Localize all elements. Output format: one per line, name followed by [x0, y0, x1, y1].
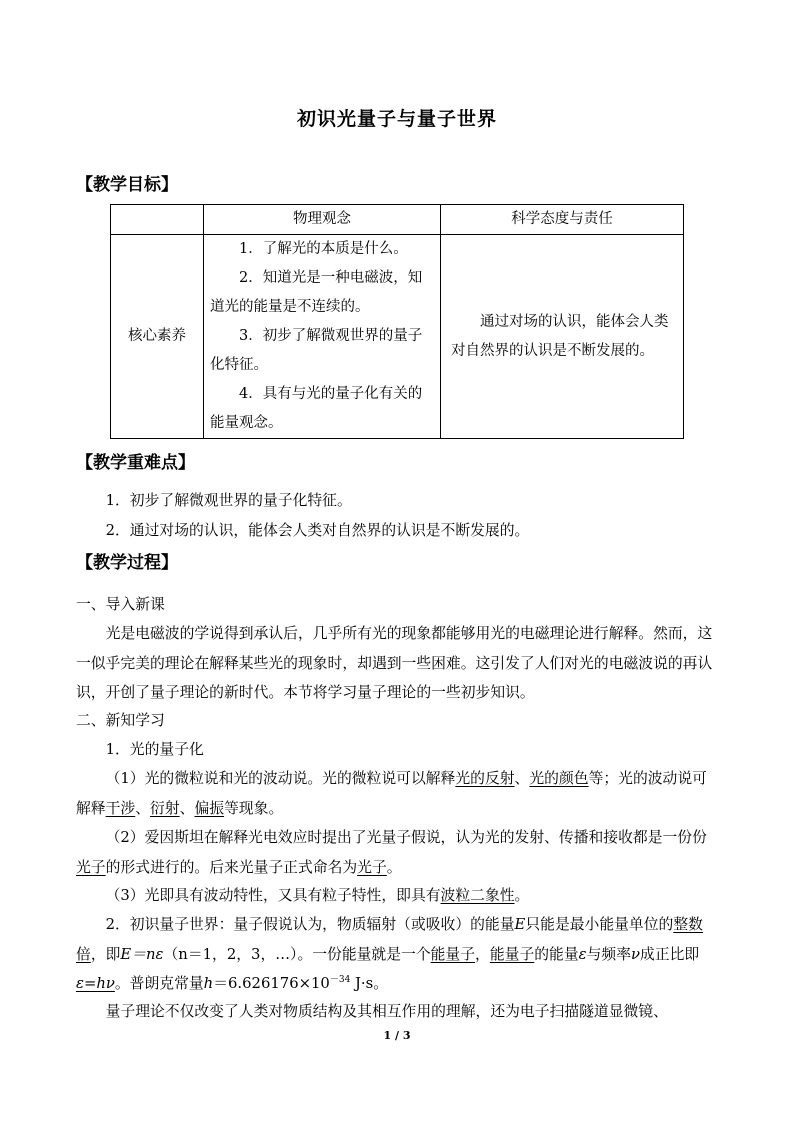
objectives-table	[110, 204, 684, 439]
section-key-points: 【教学重难点】	[76, 453, 195, 473]
paragraph-quantum-world	[76, 910, 720, 999]
paragraph-einstein	[76, 823, 720, 882]
text: 。	[514, 887, 530, 904]
physics-concepts-cell	[204, 235, 441, 439]
text: ，即	[90, 945, 121, 963]
text: 、	[135, 799, 151, 817]
concept-item: 2．知道光是一种电磁波，知道光的能量是不连续的。	[210, 270, 423, 315]
part2-heading: 二、新知学习	[76, 712, 165, 729]
answer-blank: 能量子	[430, 945, 476, 963]
answer-blank: 波粒二象性	[440, 887, 515, 904]
concept-item: 1．了解光的本质是什么。	[239, 241, 408, 257]
page-title: 初识光量子与量子世界	[296, 108, 497, 130]
paragraph-particle-wave	[76, 764, 720, 823]
text: ＝6.626176×10	[213, 975, 330, 992]
answer-blank: 能量子	[489, 945, 535, 963]
text: 。	[386, 858, 402, 876]
text: 。普朗克常量	[114, 975, 204, 992]
text: 等现象。	[224, 799, 284, 817]
answer-blank: 干涉	[105, 799, 136, 817]
text: 2．初识量子世界：量子假说认为，物质辐射（或吸收）的能量	[105, 916, 515, 933]
answer-blank: 光子	[76, 858, 106, 876]
symbol-epsilon: ε	[578, 945, 587, 963]
exponent: －34	[329, 975, 351, 986]
symbol-nu: ν	[631, 945, 641, 963]
answer-blank: 偏振	[194, 799, 225, 817]
equation: E＝nε	[120, 945, 164, 963]
text: 、	[514, 770, 530, 787]
text: （3）光即具有波动特性，又具有粒子特性，即具有	[105, 887, 441, 904]
symbol-e: E	[514, 916, 526, 933]
attitude-text: 通过对场的认识，能体会人类对自然界的认识是不断发展的。	[451, 313, 669, 359]
attitude-cell	[441, 235, 684, 439]
section-objectives: 【教学目标】	[76, 175, 178, 195]
text: 等；光的波动说可解释	[76, 770, 707, 817]
text: 与频率	[586, 945, 632, 963]
text: 的能量	[534, 945, 579, 963]
table-row	[111, 235, 684, 439]
concept-item: 4．具有与光的量子化有关的能量观念。	[210, 386, 423, 431]
table-header-attitude: 科学态度与责任	[441, 205, 684, 235]
symbol-h: h	[203, 975, 214, 992]
section-process: 【教学过程】	[76, 553, 178, 573]
text: ，	[475, 945, 490, 963]
text: （1）光的微粒说和光的波动说。光的微粒说可以解释	[105, 770, 456, 787]
paragraph-duality	[76, 881, 720, 911]
text: 只能是最小能量单位的	[525, 916, 674, 933]
paragraph-quantum-theory: 量子理论不仅改变了人类对物质结构及其相互作用的理解，还为电子扫描隧道显微镜、	[105, 1003, 668, 1020]
key-point-item: 1．初步了解微观世界的量子化特征。	[105, 492, 352, 509]
answer-blank: 整数倍	[76, 916, 703, 963]
part1-paragraph: 光是电磁波的学说得到承认后，几乎所有光的现象都能够用光的电磁理论进行解释。然而，这一似乎完美的理论在解释某些光的现象时，却遇到一些困难。这引发了人们对光的电磁波说的再认识，开创了量子理论的新时代。本节将学习量子理论的一些初步知识。	[76, 625, 713, 701]
text: （2）爱因斯坦在解释光电效应时提出了光量子假说，认为光的发射、传播和接收都是一份份	[105, 829, 707, 846]
text: 、	[179, 799, 195, 817]
text: 的形式进行的。后来光量子正式命名为	[105, 858, 358, 876]
answer-blank: 衍射	[150, 799, 180, 817]
answer-blank: 光的反射	[455, 770, 515, 787]
page-number: 1 / 3	[383, 1029, 411, 1042]
row-label: 核心素养	[111, 235, 204, 439]
text: 成正比即	[640, 945, 700, 963]
answer-blank: 光的颜色	[529, 770, 589, 787]
concept-item: 3．初步了解微观世界的量子化特征。	[210, 328, 423, 373]
answer-blank: 光子	[357, 858, 387, 876]
key-point-item: 2．通过对场的认识，能体会人类对自然界的认识是不断发展的。	[105, 522, 530, 539]
text: J·s。	[350, 975, 389, 992]
text: （n＝1，2，3，…）。一份能量就是一个	[163, 945, 431, 963]
table-header-physics: 物理观念	[204, 205, 441, 235]
item1-heading: 1．光的量子化	[105, 741, 204, 758]
table-header-row	[111, 205, 684, 235]
answer-blank: ε=hν	[76, 975, 115, 992]
table-header-empty	[111, 205, 204, 235]
part1-heading: 一、导入新课	[76, 596, 165, 613]
